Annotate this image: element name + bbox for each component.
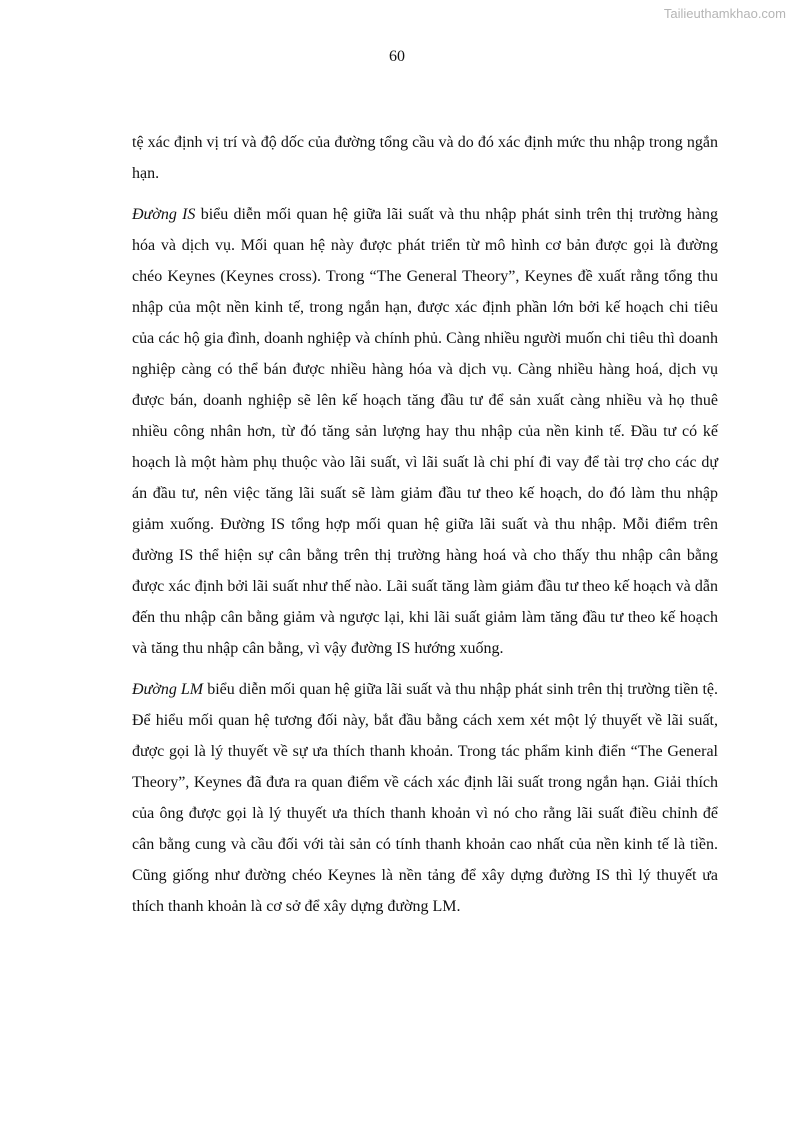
term-lm-curve: Đường LM <box>132 681 204 698</box>
paragraph-lm-curve <box>132 674 718 922</box>
paragraph-continuation <box>132 127 718 189</box>
paragraph-text: biểu diễn mối quan hệ giữa lãi suất và thu nhập phát sinh trên thị trường tiền tệ. Để hiểu mối quan hệ tương đối này, bắt đầu bằng cách xem xét một lý thuyết về lãi suất, được gọi là lý thuyết về sự ưa thích thanh khoản. Trong tác phẩm kinh điển “The General Theory”, Keynes đã đưa ra quan điểm về cách xác định lãi suất trong ngắn hạn. Giải thích của ông được gọi là lý thuyết ưa thích thanh khoản vì nó cho rằng lãi suất điều chỉnh để cân bằng cung và cầu đối với tài sản có tính thanh khoản cao nhất của nền kinh tế là tiền. Cũng giống như đường chéo Keynes là nền tảng để xây dựng đường IS thì lý thuyết ưa thích thanh khoản là cơ sở để xây dựng đường LM. <box>132 681 719 915</box>
watermark: Tailieuthamkhao.com <box>663 6 786 21</box>
document-body <box>132 127 718 932</box>
paragraph-text: tệ xác định vị trí và độ dốc của đường tổng cầu và do đó xác định mức thu nhập trong ngắn hạn. <box>132 134 718 182</box>
term-is-curve: Đường IS <box>132 206 196 223</box>
paragraph-is-curve <box>132 199 718 664</box>
page-number: 60 <box>389 48 405 65</box>
paragraph-text: biểu diễn mối quan hệ giữa lãi suất và thu nhập phát sinh trên thị trường hàng hóa và dịch vụ. Mối quan hệ này được phát triển từ mô hình cơ bản được gọi là đường chéo Keynes (Keynes cross). Trong “The General Theory”, Keynes đề xuất rằng tổng thu nhập của một nền kinh tế, trong ngắn hạn, được xác định phần lớn bởi kế hoạch chi tiêu của các hộ gia đình, doanh nghiệp và chính phủ. Càng nhiều người muốn chi tiêu thì doanh nghiệp càng có thể bán được nhiều hàng hóa và dịch vụ. Càng nhiều hàng hoá, dịch vụ được bán, doanh nghiệp sẽ lên kế hoạch tăng đầu tư để sản xuất càng nhiều và họ thuê nhiều công nhân hơn, từ đó tăng sản lượng hay thu nhập của nền kinh tế. Đầu tư có kế hoạch là một hàm phụ thuộc vào lãi suất, vì lãi suất là chi phí đi vay để tài trợ cho các dự án đầu tư, nên việc tăng lãi suất sẽ làm giảm đầu tư theo kế hoạch, do đó làm thu nhập giảm xuống. Đường IS tổng hợp mối quan hệ giữa lãi suất và thu nhập. Mỗi điểm trên đường IS thể hiện sự cân bằng trên thị trường hàng hoá và cho thấy thu nhập cân bằng được xác định bởi lãi suất như thế nào. Lãi suất tăng làm giảm đầu tư theo kế hoạch và dẫn đến thu nhập cân bằng giảm và ngược lại, khi lãi suất giảm làm tăng đầu tư theo kế hoạch và tăng thu nhập cân bằng, vì vậy đường IS hướng xuống. <box>132 206 719 657</box>
